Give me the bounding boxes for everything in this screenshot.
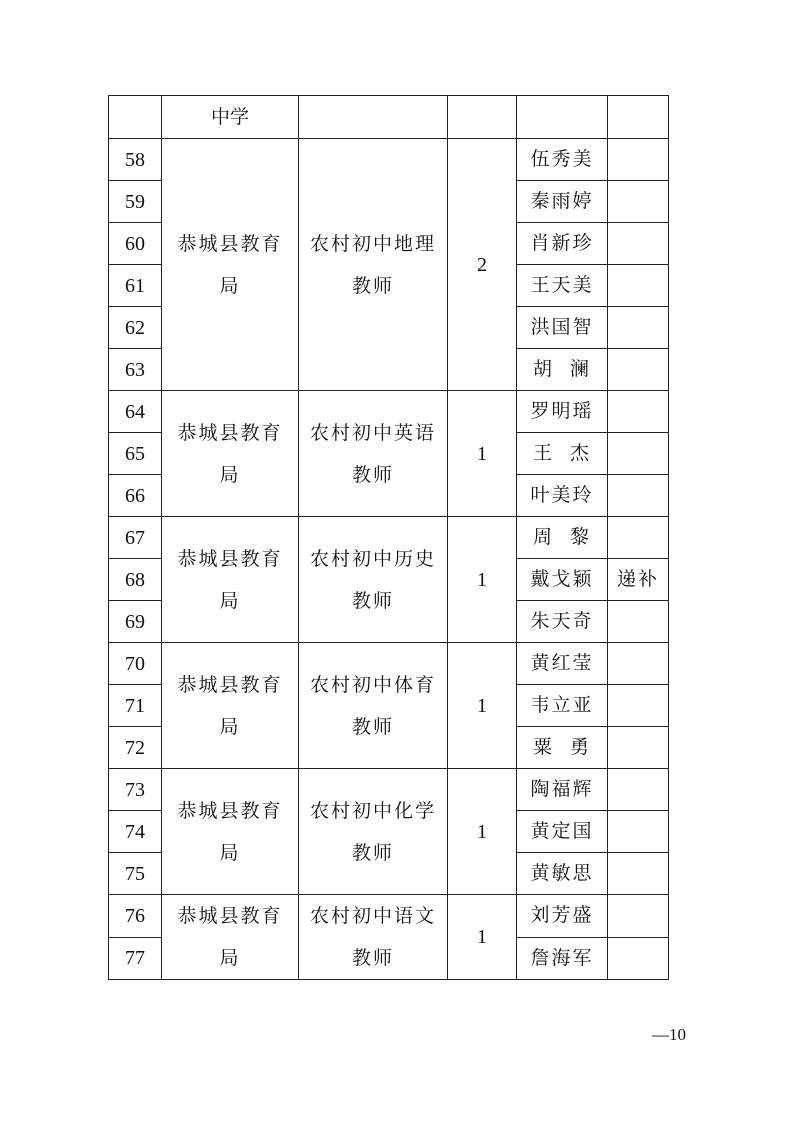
note-cell: 递补 [608,559,669,601]
unit-cell: 恭城县教育局 [162,895,299,980]
name-cell: 黄敏思 [517,853,608,895]
note-cell [608,601,669,643]
note-cell [608,853,669,895]
name-cell: 伍秀美 [517,139,608,181]
name-cell: 王 杰 [517,433,608,475]
name-cell: 罗明瑶 [517,391,608,433]
count-cell: 1 [448,517,517,643]
row-number-cell: 72 [109,727,162,769]
count-cell: 1 [448,643,517,769]
name-cell: 肖新珍 [517,223,608,265]
row-number-cell: 67 [109,517,162,559]
unit-cell: 恭城县教育局 [162,643,299,769]
note-cell [608,811,669,853]
note-cell [608,475,669,517]
table-row [109,517,669,559]
position-cell: 农村初中地理教师 [299,139,448,391]
unit-cell: 恭城县教育局 [162,769,299,895]
name-cell: 黄红莹 [517,643,608,685]
table-row [109,96,669,139]
note-cell [608,895,669,938]
note-cell [608,517,669,559]
name-cell: 韦立亚 [517,685,608,727]
position-cell [299,96,448,139]
note-cell [608,685,669,727]
table-row [109,769,669,811]
unit-cell: 恭城县教育局 [162,139,299,391]
row-number-cell: 75 [109,853,162,895]
name-cell: 戴戈颖 [517,559,608,601]
row-number-cell: 73 [109,769,162,811]
note-cell [608,223,669,265]
row-number-cell: 59 [109,181,162,223]
name-cell: 詹海军 [517,937,608,980]
note-cell [608,139,669,181]
row-number-cell: 63 [109,349,162,391]
position-cell: 农村初中体育教师 [299,643,448,769]
table-row [109,139,669,181]
name-cell: 朱天奇 [517,601,608,643]
position-cell: 农村初中语文教师 [299,895,448,980]
position-cell: 农村初中历史教师 [299,517,448,643]
roster-table [108,95,669,980]
page-number: —10 [652,1025,686,1044]
row-number-cell [109,96,162,139]
row-number-cell: 60 [109,223,162,265]
row-number-cell: 61 [109,265,162,307]
row-number-cell: 64 [109,391,162,433]
row-number-cell: 68 [109,559,162,601]
name-cell: 王天美 [517,265,608,307]
name-cell: 黄定国 [517,811,608,853]
position-cell: 农村初中化学教师 [299,769,448,895]
name-cell: 叶美玲 [517,475,608,517]
row-number-cell: 69 [109,601,162,643]
note-cell [608,181,669,223]
note-cell [608,727,669,769]
row-number-cell: 70 [109,643,162,685]
name-cell [517,96,608,139]
unit-cell: 中学 [162,96,299,139]
row-number-cell: 58 [109,139,162,181]
note-cell [608,643,669,685]
name-cell: 粟 勇 [517,727,608,769]
table-row [109,391,669,433]
count-cell: 2 [448,139,517,391]
row-number-cell: 65 [109,433,162,475]
count-cell: 1 [448,769,517,895]
row-number-cell: 74 [109,811,162,853]
name-cell: 周 黎 [517,517,608,559]
row-number-cell: 71 [109,685,162,727]
note-cell [608,391,669,433]
table-row [109,643,669,685]
count-cell: 1 [448,895,517,980]
row-number-cell: 66 [109,475,162,517]
name-cell: 陶福辉 [517,769,608,811]
table-row [109,895,669,938]
count-cell [448,96,517,139]
row-number-cell: 62 [109,307,162,349]
row-number-cell: 76 [109,895,162,938]
note-cell [608,349,669,391]
name-cell: 刘芳盛 [517,895,608,938]
note-cell [608,307,669,349]
note-cell [608,265,669,307]
name-cell: 胡 澜 [517,349,608,391]
note-cell [608,96,669,139]
name-cell: 秦雨婷 [517,181,608,223]
unit-cell: 恭城县教育局 [162,517,299,643]
row-number-cell: 77 [109,937,162,980]
count-cell: 1 [448,391,517,517]
position-cell: 农村初中英语教师 [299,391,448,517]
note-cell [608,769,669,811]
unit-cell: 恭城县教育局 [162,391,299,517]
note-cell [608,433,669,475]
name-cell: 洪国智 [517,307,608,349]
note-cell [608,937,669,980]
